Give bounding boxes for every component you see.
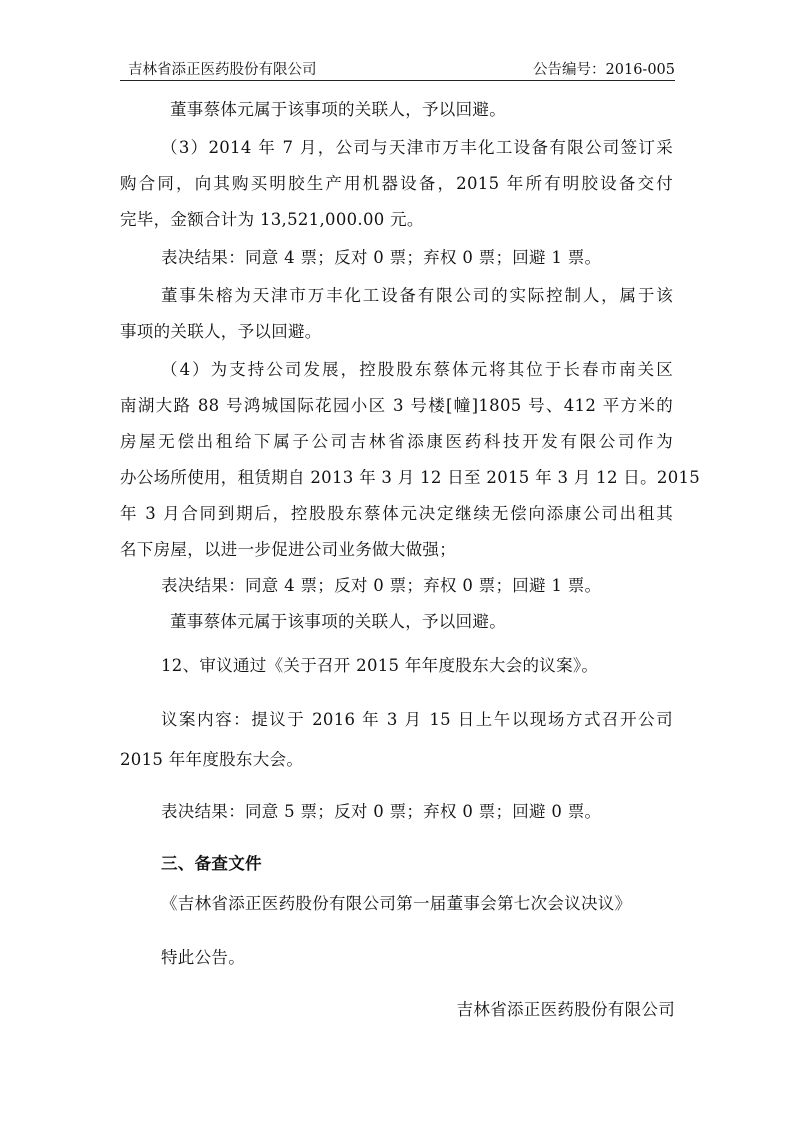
paragraph-line: 名下房屋，以进一步促进公司业务做大做强；: [120, 540, 456, 559]
closing-statement: 特此公告。: [161, 948, 245, 967]
vote-result: 表决结果：同意 4 票；反对 0 票；弃权 0 票；回避 1 票。: [161, 248, 602, 267]
paragraph-line: 董事朱榕为天津市万丰化工设备有限公司的实际控制人，属于该: [161, 286, 673, 305]
reference-document: 《吉林省添正医药股份有限公司第一届董事会第七次会议决议》: [161, 894, 632, 913]
vote-result: 表决结果：同意 4 票；反对 0 票；弃权 0 票；回避 1 票。: [161, 576, 602, 595]
paragraph-line: （4）为支持公司发展，控股股东蔡体元将其位于长春市南关区: [161, 360, 673, 379]
paragraph-line: 办公场所使用，租赁期自 2013 年 3 月 12 日至 2015 年 3 月 12 日。2015: [120, 468, 701, 487]
paragraph-line: 南湖大路 88 号鸿城国际花园小区 3 号楼[幢]1805 号、412 平方米的: [120, 396, 673, 415]
paragraph-line: 2015 年年度股东大会。: [120, 750, 304, 769]
paragraph-line: （3）2014 年 7 月，公司与天津市万丰化工设备有限公司签订采: [161, 138, 673, 157]
agenda-item-heading: 12、审议通过《关于召开 2015 年年度股东大会的议案》。: [161, 656, 599, 675]
section-heading: 三、备查文件: [161, 854, 262, 873]
paragraph-line: 完毕，金额合计为 13,521,000.00 元。: [120, 210, 424, 229]
header-company: 吉林省添正医药股份有限公司: [128, 62, 317, 78]
vote-result: 表决结果：同意 5 票；反对 0 票；弃权 0 票；回避 0 票。: [161, 802, 602, 821]
paragraph-line: 议案内容：提议于 2016 年 3 月 15 日上午以现场方式召开公司: [161, 710, 673, 729]
paragraph-line: 年 3 月合同到期后，控股股东蔡体元决定继续无偿向添康公司出租其: [120, 504, 673, 523]
paragraph-line: 事项的关联人，予以回避。: [120, 322, 322, 341]
paragraph-line: 房屋无偿出租给下属子公司吉林省添康医药科技开发有限公司作为: [120, 432, 673, 451]
signature-company: 吉林省添正医药股份有限公司: [456, 1000, 675, 1019]
page-header: [120, 54, 675, 81]
header-announcement-number: 公告编号：2016-005: [533, 62, 675, 78]
paragraph-line: 购合同，向其购买明胶生产用机器设备，2015 年所有明胶设备交付: [120, 174, 673, 193]
paragraph-line: 董事蔡体元属于该事项的关联人，予以回避。: [170, 100, 506, 119]
paragraph-line: 董事蔡体元属于该事项的关联人，予以回避。: [170, 612, 506, 631]
